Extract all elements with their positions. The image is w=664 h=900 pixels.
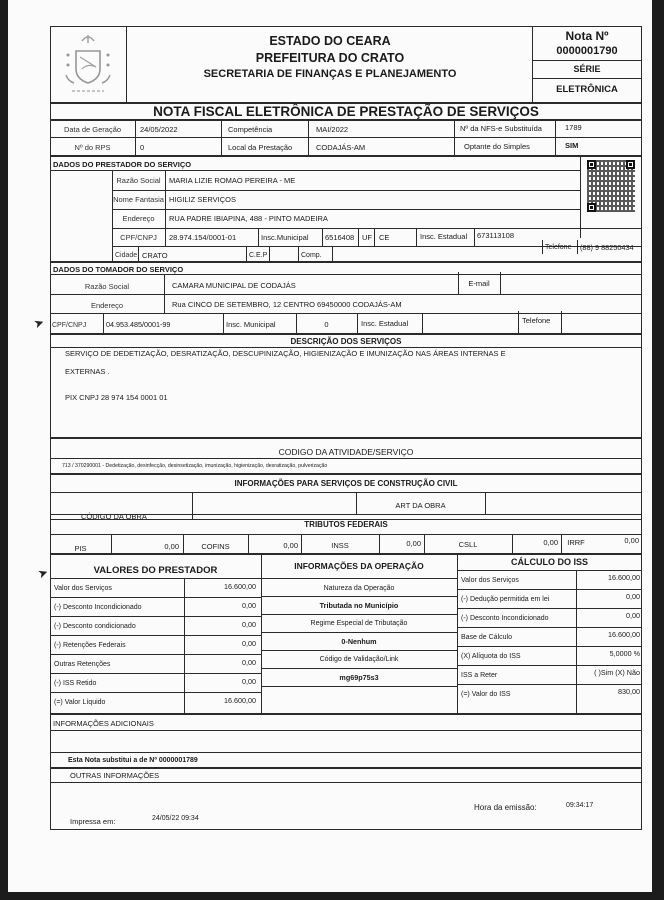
pen-mark-icon: ➤: [31, 314, 47, 332]
valores-row-label: (-) Desconto condicionado: [54, 623, 136, 630]
prestador-endereco-value: RUA PADRE IBIAPINA, 488 - PINTO MADEIRA: [169, 214, 328, 223]
natureza-operacao-label: Natureza da Operação: [323, 585, 395, 592]
divider: [50, 597, 261, 598]
divider: [485, 492, 486, 514]
descricao-line-2: EXTERNAS .: [65, 367, 110, 376]
document-title: NOTA FISCAL ELETRÔNICA DE PRESTAÇÃO DE SERVIÇOS: [153, 104, 539, 119]
divider: [322, 228, 323, 246]
valores-row-value: 0,00: [242, 601, 256, 610]
tomador-razao-value: CAMARA MUNICIPAL DE CODAJÁS: [172, 281, 296, 290]
divider: [50, 274, 642, 275]
municipal-coat-of-arms-icon: [58, 33, 118, 95]
divider: [457, 665, 642, 666]
valores-row-value: 0,00: [242, 658, 256, 667]
header-prefecture: PREFEITURA DO CRATO: [255, 51, 405, 65]
divider: [50, 578, 261, 579]
divider: [246, 246, 247, 262]
divider: [50, 730, 642, 731]
art-obra-label: ART DA OBRA: [395, 501, 446, 510]
divider: [332, 246, 333, 262]
iss-row-value: 16.600,00: [608, 630, 640, 639]
outras-section-title: OUTRAS INFORMAÇÕES: [70, 771, 160, 780]
prestador-section-title: DADOS DO PRESTADOR DO SERVIÇO: [53, 160, 192, 169]
tomador-email-label: E-mail: [468, 279, 490, 288]
iss-row-value: ( )Sim (X) Não: [594, 668, 640, 677]
prestador-telefone-value: (88) 9 88250434: [580, 243, 634, 252]
tributo-csll-value: 0,00: [543, 538, 558, 547]
prestador-insc-municipal-value: 6516408: [325, 233, 355, 242]
tributo-cofins-value: 0,00: [283, 541, 298, 550]
optante-simples-value: SIM: [565, 141, 579, 150]
divider: [50, 782, 642, 783]
divider: [358, 228, 359, 246]
rps-value: 0: [140, 143, 145, 152]
prestador-cpf-label: CPF/CNPJ: [120, 233, 157, 242]
prestador-fantasia-value: HIGILIZ SERVIÇOS: [169, 195, 236, 204]
divider: [221, 120, 222, 156]
divider: [50, 616, 261, 617]
divider: [298, 246, 299, 262]
codigo-validacao-value[interactable]: mg69p75s3: [339, 673, 379, 682]
divider: [374, 228, 375, 246]
iss-row-value: 0,00: [626, 592, 640, 601]
tributo-inss-label: INSS: [331, 541, 349, 550]
divider: [454, 120, 455, 156]
tributo-inss-value: 0,00: [406, 539, 421, 548]
atividade-value: 713 / 370290001 - Dedetização, desinfecção, desinsetização, imunização, higienização, desratização, pulverização: [62, 463, 328, 469]
serie-label: SÉRIE: [573, 64, 601, 74]
iss-row-label: (=) Valor do ISS: [461, 691, 511, 698]
prestador-uf-value: CE: [379, 233, 390, 242]
divider: [261, 578, 457, 579]
divider: [50, 534, 642, 535]
iss-row-label: (X) Alíquota do ISS: [461, 653, 521, 660]
prestador-cidade-label: Cidade: [115, 252, 138, 259]
hora-emissao-value: 09:34:17: [566, 802, 594, 809]
divider: [50, 347, 642, 348]
divider: [577, 240, 578, 254]
header-secretariat: SECRETARIA DE FINANÇAS E PLANEJAMENTO: [203, 68, 457, 80]
divider: [112, 228, 642, 229]
divider: [50, 635, 261, 636]
tributo-pis-value: 0,00: [164, 542, 179, 551]
competencia-value: MAI/2022: [316, 125, 349, 134]
prestador-insc-estadual-label: Insc. Estadual: [420, 232, 468, 241]
divider: [50, 673, 261, 674]
divider: [50, 458, 642, 459]
qr-code-icon: [587, 160, 635, 212]
nfse-substituida-label: Nº da NFS-e Substituída: [460, 124, 542, 133]
logo-cell: [50, 26, 127, 103]
divider: [165, 170, 166, 246]
header-state: ESTADO DO CEARA: [269, 34, 391, 48]
substitui-nota-text: Esta Nota substitui a de Nº 0000001789: [68, 757, 198, 764]
prestador-cidade-value: CRATO: [142, 251, 168, 260]
valores-row-value: 0,00: [242, 677, 256, 686]
serie-value: ELETRÔNICA: [556, 84, 618, 95]
tributo-csll-label: CSLL: [458, 540, 478, 549]
divider: [261, 596, 457, 597]
iss-row-value: 0,00: [626, 611, 640, 620]
nota-number: 0000001790: [556, 45, 618, 57]
data-geracao-value: 24/05/2022: [140, 125, 178, 134]
divider: [308, 120, 309, 156]
descricao-section-title: DESCRIÇÃO DOS SERVIÇOS: [290, 337, 402, 346]
prestador-insc-municipal-label: Insc.Municipal: [261, 233, 309, 242]
adicionais-section-title: INFORMAÇÕES ADICIONAIS: [53, 719, 154, 728]
tributo-irrf-label: IRRF: [567, 538, 585, 547]
prestador-uf-label: UF: [362, 233, 372, 242]
divider: [50, 313, 642, 314]
divider: [261, 650, 457, 651]
iss-row-value: 5,0000 %: [609, 649, 640, 658]
valores-row-label: Outras Retenções: [54, 661, 111, 668]
divider: [416, 228, 417, 246]
divider: [457, 684, 642, 685]
prestador-insc-estadual-value: 673113108: [477, 231, 514, 240]
prestador-comp-label: Comp.: [301, 252, 322, 259]
divider: [269, 246, 270, 262]
divider: [457, 554, 458, 714]
tributo-cofins-label: COFINS: [201, 542, 230, 551]
divider: [50, 692, 261, 693]
hora-emissao-label: Hora da emissão:: [474, 803, 537, 812]
tomador-insc-estadual-label: Insc. Estadual: [361, 319, 409, 328]
descricao-line-3: PIX CNPJ 28 974 154 0001 01: [65, 393, 168, 402]
divider: [422, 313, 423, 334]
iss-row-label: Base de Cálculo: [461, 634, 512, 641]
tomador-insc-municipal-value: 0: [324, 320, 329, 329]
iss-row-value: 16.600,00: [608, 573, 640, 582]
impressa-value: 24/05/22 09:34: [152, 815, 199, 822]
iss-row-value: 830,00: [618, 687, 640, 696]
valores-row-label: (=) Valor Líquido: [54, 699, 106, 706]
divider: [500, 272, 501, 294]
tributo-pis-label: PIS: [74, 544, 87, 553]
tomador-endereco-value: Rua CINCO DE SETEMBRO, 12 CENTRO 69450000 CODAJÁS-AM: [172, 300, 402, 309]
tributos-section-title: TRIBUTOS FEDERAIS: [304, 520, 388, 529]
data-geracao-label: Data de Geração: [63, 125, 122, 134]
tomador-razao-label: Razão Social: [84, 282, 130, 291]
tomador-section-title: DADOS DO TOMADOR DO SERVIÇO: [53, 265, 184, 274]
valores-row-label: Valor dos Serviços: [54, 585, 112, 592]
natureza-operacao-value: Tributada no Município: [319, 601, 399, 610]
impressa-label: Impressa em:: [70, 817, 116, 826]
nota-label: Nota Nº: [565, 29, 609, 43]
divider: [561, 311, 562, 333]
iss-row-label: ISS a Reter: [461, 672, 498, 679]
divider: [532, 78, 642, 79]
divider: [50, 170, 580, 171]
divider: [138, 246, 139, 262]
iss-row-label: (-) Desconto Incondicionado: [461, 615, 549, 622]
iss-row-label: (-) Dedução permitida em lei: [461, 596, 550, 603]
prestador-cpf-value: 28.974.154/0001-01: [169, 233, 237, 242]
divider: [457, 646, 642, 647]
tomador-cpf-label: CPF/CNPJ: [52, 322, 87, 329]
tomador-endereco-label: Endereço: [90, 301, 124, 310]
divider: [50, 294, 642, 295]
prestador-fantasia-label: Nome Fantasia: [113, 195, 164, 204]
prestador-razao-label: Razão Social: [116, 176, 161, 185]
valores-row-value: 16.600,00: [224, 582, 256, 591]
prestador-razao-value: MARIA LIZIE ROMAO PEREIRA - ME: [169, 176, 296, 185]
divider: [164, 274, 165, 313]
iss-section-title: CÁLCULO DO ISS: [510, 557, 588, 567]
iss-row-label: Valor dos Serviços: [461, 577, 519, 584]
prestador-cep-label: C.E.P: [249, 252, 268, 259]
local-prestacao-label: Local da Prestação: [228, 143, 293, 152]
divider: [474, 228, 475, 246]
valores-row-value: 0,00: [242, 639, 256, 648]
divider: [518, 311, 519, 333]
atividade-section-title: CODIGO DA ATIVIDADE/SERVIÇO: [278, 447, 414, 457]
valores-row-label: (-) Retenções Federais: [54, 642, 126, 649]
divider: [50, 752, 642, 753]
codigo-validacao-label: Código de Validação/Link: [319, 656, 399, 663]
divider: [50, 492, 642, 493]
invoice-paper: [8, 0, 652, 892]
prestador-endereco-label: Endereço: [122, 214, 155, 223]
prestador-telefone-label: Telefone: [545, 244, 572, 251]
tomador-telefone-label: Telefone: [522, 316, 551, 325]
tomador-cpf-value: 04.953.485/0001-99: [106, 320, 171, 329]
divider: [580, 156, 581, 238]
divider: [223, 313, 224, 334]
valores-section-title: VALORES DO PRESTADOR: [93, 565, 218, 576]
divider: [261, 614, 457, 615]
regime-especial-value: 0-Nenhum: [341, 637, 377, 646]
pen-mark-icon: ➤: [35, 564, 51, 582]
divider: [112, 209, 580, 210]
divider: [457, 627, 642, 628]
divider: [258, 228, 259, 246]
divider: [542, 240, 543, 254]
tomador-insc-municipal-label: Insc. Municipal: [226, 320, 276, 329]
valores-row-label: (-) Desconto Incondicionado: [54, 604, 142, 611]
divider: [555, 120, 556, 156]
divider: [261, 668, 457, 669]
codigo-obra-label: CÓDIGO DA OBRA: [81, 512, 147, 521]
nfse-substituida-value: 1789: [565, 123, 582, 132]
regime-especial-label: Regime Especial de Tributação: [310, 620, 408, 627]
optante-simples-label: Optante do Simples: [464, 142, 530, 151]
descricao-line-1: SERVIÇO DE DEDETIZAÇÃO, DESRATIZAÇÃO, DESCUPINIZAÇÃO, HIGIENIZAÇÃO E IMUNIZAÇÃO NAS ÁREAS INTERNAS E: [65, 349, 506, 358]
local-prestacao-value: CODAJÁS-AM: [316, 143, 366, 152]
rps-label: Nº do RPS: [74, 143, 111, 152]
divider: [261, 686, 457, 687]
valores-row-value: 0,00: [242, 620, 256, 629]
valores-row-value: 16.600,00: [224, 696, 256, 705]
divider: [103, 313, 104, 334]
divider: [261, 632, 457, 633]
divider: [457, 589, 642, 590]
divider: [112, 190, 580, 191]
operacao-section-title: INFORMAÇÕES DA OPERAÇÃO: [294, 561, 424, 571]
divider: [457, 570, 642, 571]
divider: [532, 60, 642, 61]
competencia-label: Competência: [228, 125, 273, 134]
divider: [135, 120, 136, 156]
divider: [457, 608, 642, 609]
valores-row-label: (-) ISS Retido: [54, 680, 97, 687]
tributo-irrf-value: 0,00: [624, 536, 639, 545]
divider: [357, 313, 358, 334]
construcao-section-title: INFORMAÇÕES PARA SERVIÇOS DE CONSTRUÇÃO CIVIL: [234, 479, 458, 488]
divider: [50, 654, 261, 655]
